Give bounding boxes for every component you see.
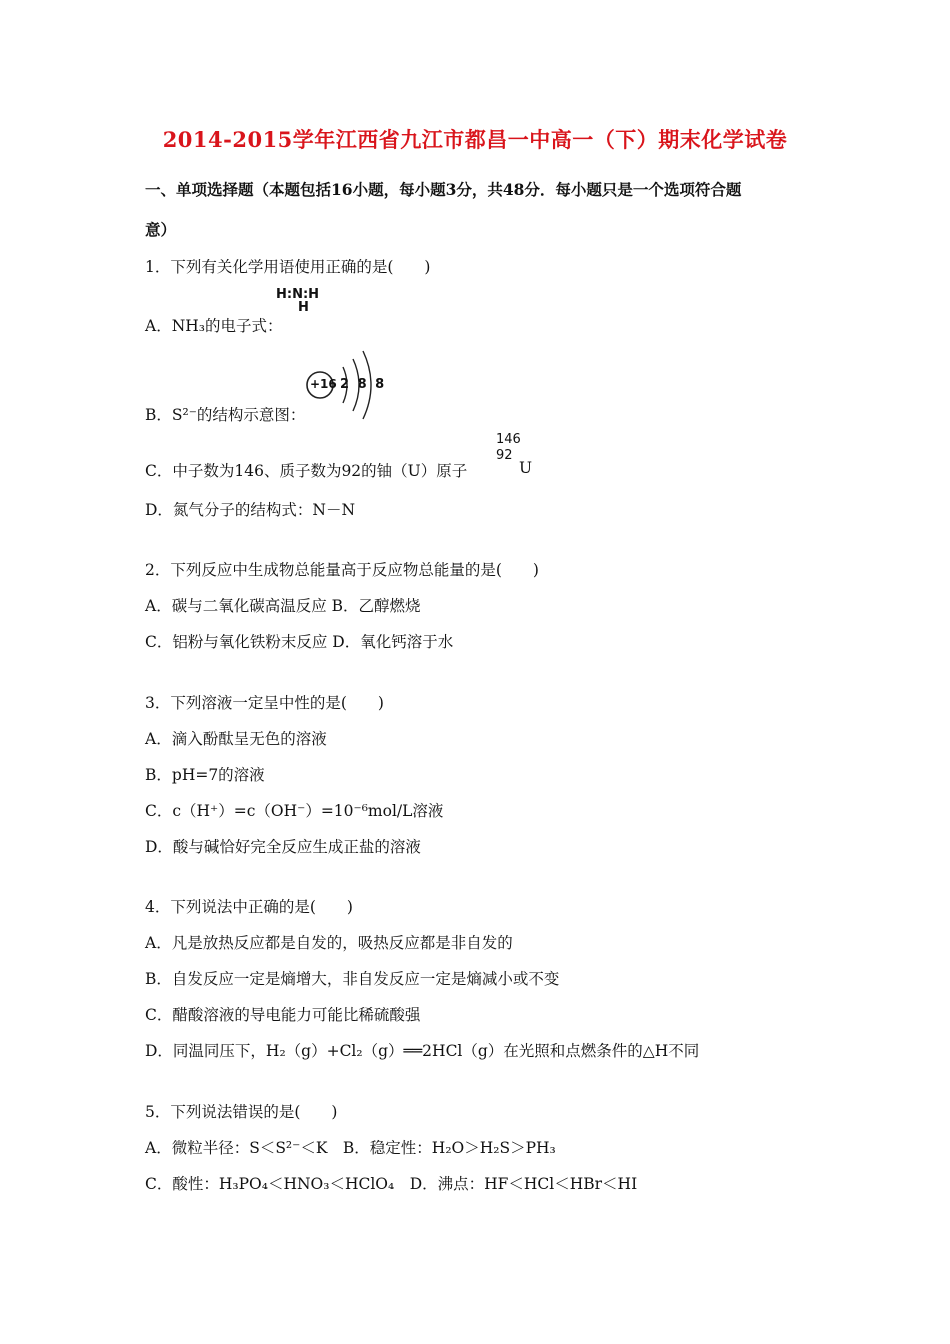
q2-stem: 2．下列反应中生成物总能量高于反应物总能量的是( ) [145,561,539,579]
section-heading: 一、单项选择题（本题包括16小题，每小题3分，共48分．每小题只是一个选项符合题 [145,180,742,199]
q3-option-c: C．c（H⁺）=c（OH⁻）=10⁻⁶mol/L溶液 [145,802,444,820]
q4-option-d: D．同温同压下，H₂（g）+Cl₂（g）══2HCl（g）在光照和点燃条件的△H不同 [145,1042,700,1060]
q3-option-a: A．滴入酚酞呈无色的溶液 [145,730,327,748]
mass-number: 146 [496,432,521,447]
q4-option-a: A．凡是放热反应都是自发的，吸热反应都是非自发的 [145,934,513,952]
atomic-number: 92 [496,448,513,463]
section-heading-cont: 意） [145,220,177,239]
q3-option-b: B．pH=7的溶液 [145,766,265,784]
nh3-formula-top: H:N:H [276,287,320,302]
q5-stem: 5．下列说法错误的是( ) [145,1103,338,1121]
q1-option-d: D．氮气分子的结构式：N－N [145,501,356,519]
shell-electron-counts: 2 8 8 [340,377,387,392]
q5-options-ab: A．微粒半径：S＜S²⁻＜K B．稳定性：H₂O＞H₂S＞PH₃ [145,1139,556,1157]
q1-option-b: B．S²⁻的结构示意图： [145,406,306,424]
nh3-formula-bottom: H [298,300,309,315]
q1-stem: 1．下列有关化学用语使用正确的是( ) [145,258,431,276]
q4-option-b: B．自发反应一定是熵增大，非自发反应一定是熵减小或不变 [145,970,560,988]
q1-option-c: C．中子数为146、质子数为92的铀（U）原子 [145,462,468,480]
q2-options-ab: A．碳与二氧化碳高温反应 B．乙醇燃烧 [145,597,421,615]
nh3-electron-formula [276,288,319,314]
q2-options-cd: C．铝粉与氧化铁粉末反应 D．氧化钙溶于水 [145,633,454,651]
q4-option-c: C．醋酸溶液的导电能力可能比稀硫酸强 [145,1006,421,1024]
page-title: 2014-2015学年江西省九江市都昌一中高一（下）期末化学试卷 [162,127,788,152]
q1-option-a: A．NH₃的电子式： [145,317,283,335]
q3-option-d: D．酸与碱恰好完全反应生成正盐的溶液 [145,838,421,856]
nucleus-charge: +16 [310,377,337,391]
q4-stem: 4．下列说法中正确的是( ) [145,898,353,916]
uranium-symbol: U [519,459,533,477]
q5-options-cd: C．酸性：H₃PO₄＜HNO₃＜HClO₄ D．沸点：HF＜HCl＜HBr＜HI [145,1175,638,1193]
uranium-isotope-notation [496,432,521,464]
q3-stem: 3．下列溶液一定呈中性的是( ) [145,694,384,712]
